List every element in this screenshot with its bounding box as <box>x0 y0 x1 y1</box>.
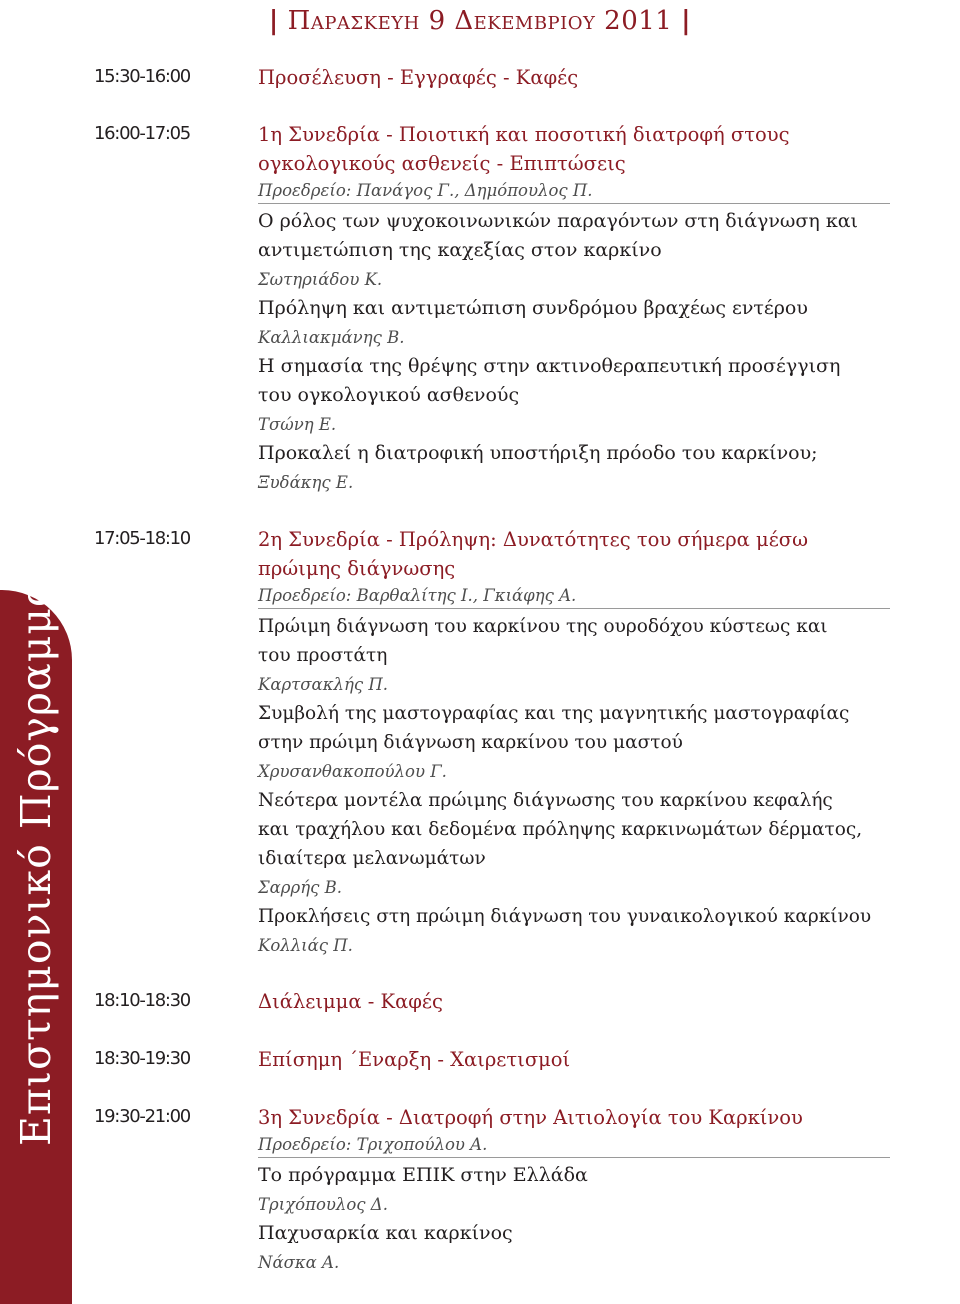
talk-title: Πρώιμη διάγνωση του καρκίνου της ουροδόχου κύστεως και του προστάτη <box>258 616 828 666</box>
talk-speaker: Σωτηριάδου Κ. <box>258 270 383 289</box>
session-time: 18:10-18:30 <box>94 990 190 1011</box>
talk-speaker: Κολλιάς Π. <box>258 936 353 955</box>
talk-speaker: Καλλιακμάνης Β. <box>258 328 405 347</box>
session-title: Επίσημη ΄Εναρξη - Χαιρετισμοί <box>258 1048 571 1071</box>
talk-title: Ο ρόλος των ψυχοκοινωνικών παραγόντων στη διάγνωση και αντιμετώπιση της καχεξίας στον καρκίνο <box>258 210 858 261</box>
session-chair: Προεδρείο: Βαρθαλίτης Ι., Γκιάφης Α. <box>258 583 890 609</box>
session-chair: Προεδρείο: Τριχοπούλου Α. <box>258 1132 890 1158</box>
talk-title: Παχυσαρκία και καρκίνος <box>258 1222 513 1244</box>
talk-title: Πρόληψη και αντιμετώπιση συνδρόμου βραχέως εντέρου <box>258 297 808 319</box>
title-bar-right: | <box>681 6 692 36</box>
talk-title: Προκλήσεις στη πρώιμη διάγνωση του γυναικολογικού καρκίνου <box>258 906 872 927</box>
talk-title: Νεότερα μοντέλα πρώιμης διάγνωσης του καρκίνου κεφαλής και τραχήλου και δεδομένα πρόληψης καρκινωμάτων δέρματος, ιδιαίτερα μελανωμάτων <box>258 790 863 869</box>
talk-speaker: Τριχόπουλος Δ. <box>258 1195 388 1214</box>
talk-speaker: Ξυδάκης Ε. <box>258 473 354 492</box>
title-bar-left: | <box>268 6 279 36</box>
session-time: 19:30-21:00 <box>94 1106 190 1127</box>
session-time: 15:30-16:00 <box>94 66 190 87</box>
sidebar-label: Επιστημονικό Πρόγραμμα <box>12 578 60 1146</box>
session-title: 3η Συνεδρία - Διατροφή στην Αιτιολογία του Καρκίνου <box>258 1106 803 1129</box>
session-time: 17:05-18:10 <box>94 528 190 549</box>
talk-title: Το πρόγραμμα ΕΠΙΚ στην Ελλάδα <box>258 1164 588 1186</box>
session-title: Διάλειμμα - Καφές <box>258 990 443 1013</box>
session-chair: Προεδρείο: Πανάγος Γ., Δημόπουλος Π. <box>258 178 890 204</box>
sidebar-band <box>0 578 72 1304</box>
talk-speaker: Νάσκα Α. <box>258 1253 340 1272</box>
talk-speaker: Καρτσακλής Π. <box>258 675 388 694</box>
session-title: Προσέλευση - Εγγραφές - Καφές <box>258 66 579 89</box>
session-title: 2η Συνεδρία - Πρόληψη: Δυνατότητες του σήμερα μέσω πρώιμης διάγνωσης <box>258 528 809 580</box>
talk-title: Συμβολή της μαστογραφίας και της μαγνητικής μαστογραφίας στην πρώιμη διάγνωση καρκίνου του μαστού <box>258 703 850 753</box>
session-time: 16:00-17:05 <box>94 123 190 144</box>
talk-speaker: Τσώνη Ε. <box>258 415 337 434</box>
session-title: 1η Συνεδρία - Ποιοτική και ποσοτική διατροφή στους ογκολογικούς ασθενείς - Επιπτώσεις <box>258 123 790 175</box>
talk-title: Προκαλεί η διατροφική υποστήριξη πρόοδο του καρκίνου; <box>258 442 818 464</box>
talk-speaker: Χρυσανθακοπούλου Γ. <box>258 762 447 781</box>
talk-title: Η σημασία της θρέψης στην ακτινοθεραπευτική προσέγγιση του ογκολογικού ασθενούς <box>258 355 841 406</box>
session-time: 18:30-19:30 <box>94 1048 190 1069</box>
day-title-text: Παρασκευη 9 Δεκεμβριου 2011 <box>287 6 673 36</box>
talk-speaker: Σαρρής Β. <box>258 878 342 897</box>
day-title <box>0 6 960 36</box>
